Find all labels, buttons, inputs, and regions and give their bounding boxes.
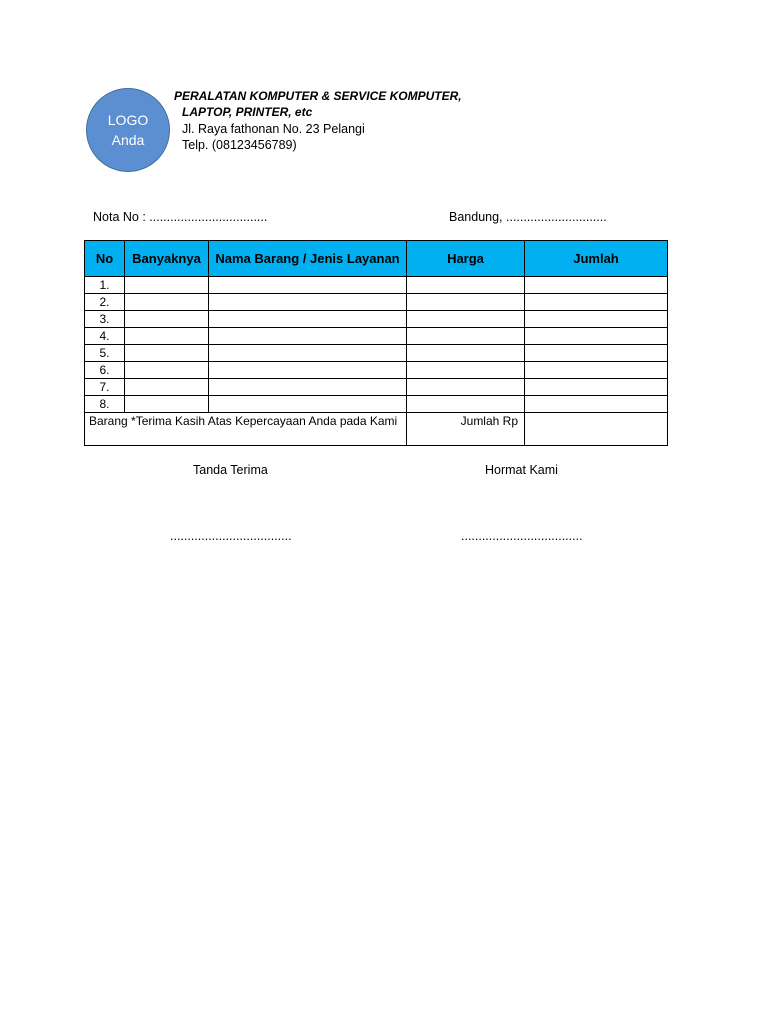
price-cell[interactable] [407, 345, 525, 362]
table-row [85, 345, 668, 362]
column-header-quantity: Banyaknya [125, 241, 209, 277]
footer-note: Barang *Terima Kasih Atas Kepercayaan Anda pada Kami [85, 413, 407, 446]
price-cell[interactable] [407, 328, 525, 345]
company-phone: Telp. (08123456789) [182, 138, 297, 152]
amount-cell[interactable] [525, 311, 668, 328]
column-header-amount: Jumlah [525, 241, 668, 277]
total-label: Jumlah Rp [407, 413, 525, 446]
item-name-cell[interactable] [209, 328, 407, 345]
logo-text-line2: Anda [111, 132, 145, 148]
price-cell[interactable] [407, 311, 525, 328]
amount-cell[interactable] [525, 379, 668, 396]
receiver-signature-label: Tanda Terima [193, 463, 268, 477]
table-row [85, 328, 668, 345]
amount-cell[interactable] [525, 396, 668, 413]
invoice-number-field: Nota No : .................................. [93, 210, 268, 224]
quantity-cell[interactable] [125, 362, 209, 379]
item-name-cell[interactable] [209, 379, 407, 396]
row-number: 2. [85, 294, 125, 311]
column-header-item-name: Nama Barang / Jenis Layanan [209, 241, 407, 277]
row-number: 8. [85, 396, 125, 413]
quantity-cell[interactable] [125, 379, 209, 396]
quantity-cell[interactable] [125, 328, 209, 345]
table-row [85, 362, 668, 379]
logo-text-line1: LOGO [107, 112, 149, 128]
row-number: 5. [85, 345, 125, 362]
receiver-signature-line: ................................... [170, 529, 292, 543]
item-name-cell[interactable] [209, 362, 407, 379]
price-cell[interactable] [407, 362, 525, 379]
amount-cell[interactable] [525, 328, 668, 345]
price-cell[interactable] [407, 294, 525, 311]
logo [86, 88, 170, 172]
company-name [174, 88, 474, 120]
amount-cell[interactable] [525, 362, 668, 379]
item-name-cell[interactable] [209, 311, 407, 328]
row-number: 1. [85, 277, 125, 294]
quantity-cell[interactable] [125, 277, 209, 294]
invoice-table [84, 240, 668, 446]
company-address: Jl. Raya fathonan No. 23 Pelangi [182, 122, 365, 136]
item-name-cell[interactable] [209, 396, 407, 413]
item-name-cell[interactable] [209, 345, 407, 362]
column-header-price: Harga [407, 241, 525, 277]
sender-signature-line: ................................... [461, 529, 583, 543]
row-number: 3. [85, 311, 125, 328]
table-footer-row [85, 413, 668, 446]
quantity-cell[interactable] [125, 396, 209, 413]
quantity-cell[interactable] [125, 311, 209, 328]
total-amount-cell[interactable] [525, 413, 668, 446]
row-number: 7. [85, 379, 125, 396]
table-row [85, 311, 668, 328]
company-name-line1: PERALATAN KOMPUTER & SERVICE KOMPUTER, [174, 89, 462, 103]
quantity-cell[interactable] [125, 345, 209, 362]
row-number: 6. [85, 362, 125, 379]
amount-cell[interactable] [525, 294, 668, 311]
table-row [85, 277, 668, 294]
amount-cell[interactable] [525, 277, 668, 294]
amount-cell[interactable] [525, 345, 668, 362]
company-name-line2: LAPTOP, PRINTER, etc [182, 105, 313, 119]
table-row [85, 396, 668, 413]
table-header-row [85, 241, 668, 277]
item-name-cell[interactable] [209, 277, 407, 294]
sender-signature-label: Hormat Kami [485, 463, 558, 477]
price-cell[interactable] [407, 379, 525, 396]
quantity-cell[interactable] [125, 294, 209, 311]
table-row [85, 379, 668, 396]
table-row [85, 294, 668, 311]
price-cell[interactable] [407, 396, 525, 413]
row-number: 4. [85, 328, 125, 345]
price-cell[interactable] [407, 277, 525, 294]
invoice-city-date-field: Bandung, ............................. [449, 210, 607, 224]
item-name-cell[interactable] [209, 294, 407, 311]
column-header-no: No [85, 241, 125, 277]
